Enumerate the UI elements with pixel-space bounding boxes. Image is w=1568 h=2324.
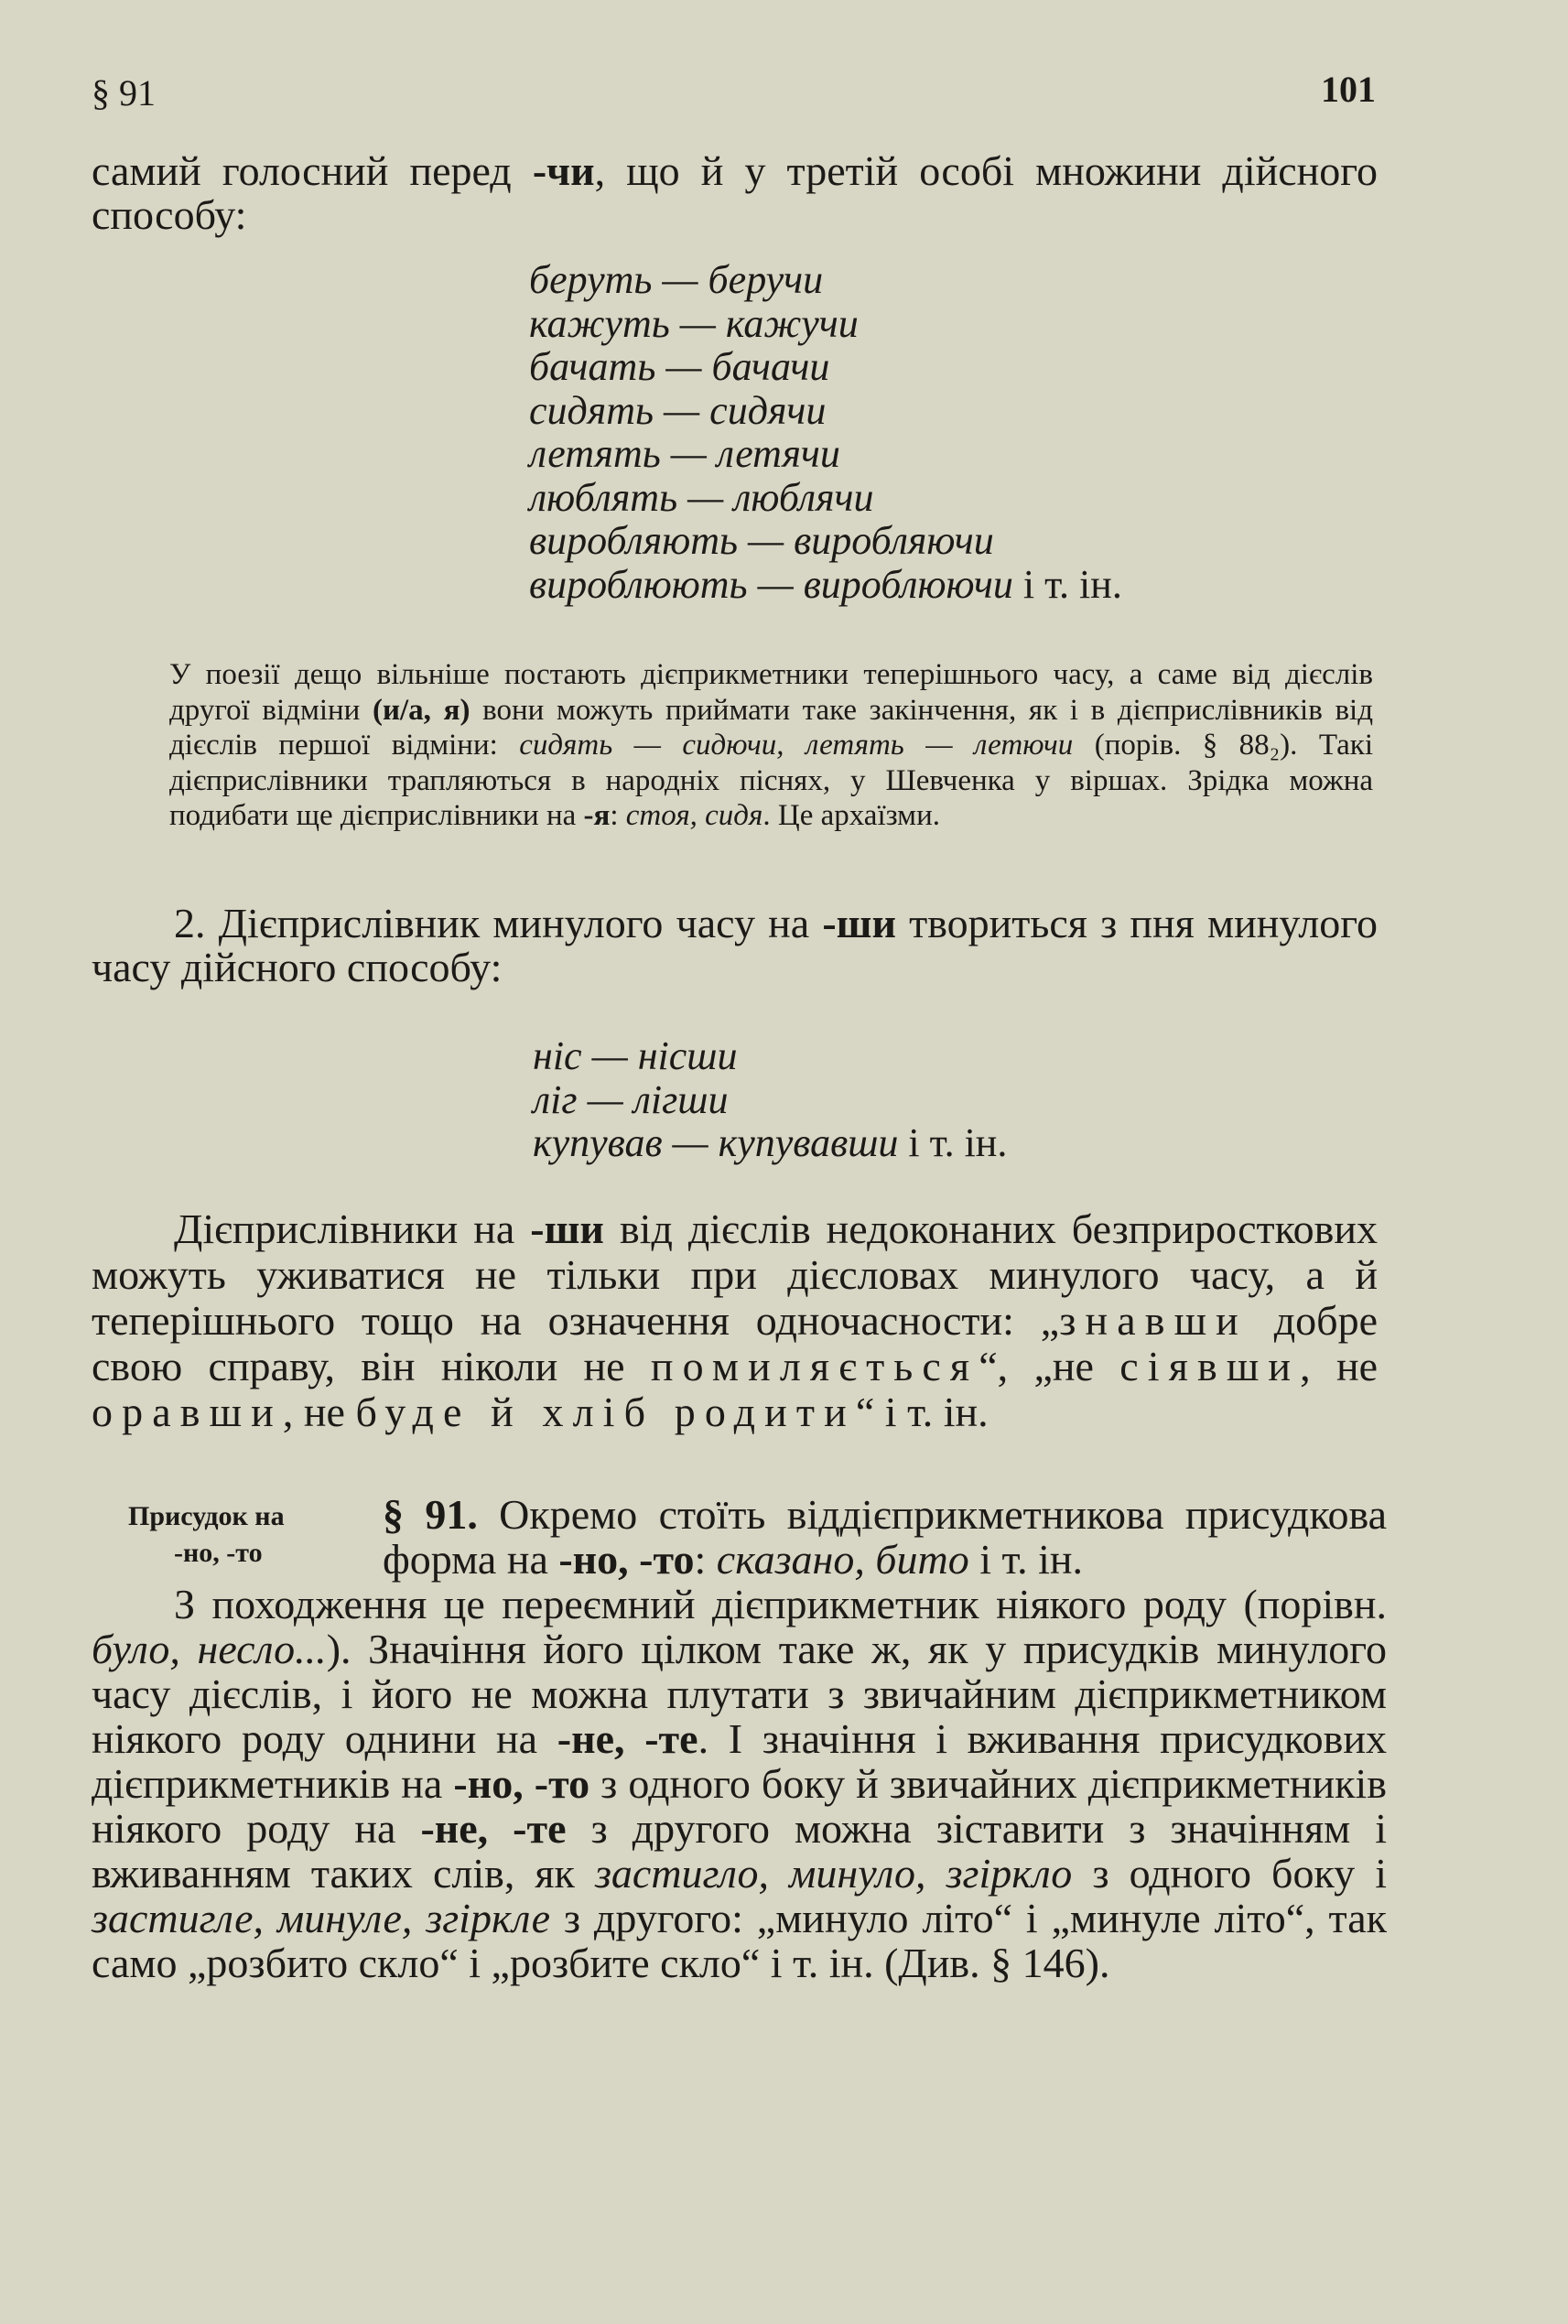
para-italic: було, несло... bbox=[92, 1626, 327, 1672]
margin-heading-line: -но, -то bbox=[174, 1538, 263, 1568]
para-text: ). Значіння його цілком таке ж, як у присудків минулого часу дієслів, і його не можна плутати з звичайним дієприкметником ніякого роду однини на bbox=[92, 1626, 1387, 1762]
section-mark: § 91 bbox=[92, 72, 156, 113]
note-text: : bbox=[610, 799, 626, 832]
para-bold: -но, -то bbox=[453, 1760, 590, 1807]
note-italic: стоя, сидя bbox=[625, 799, 763, 832]
para-text: “, „не bbox=[979, 1343, 1120, 1389]
example-row: бачать — бачачи bbox=[529, 344, 830, 389]
example-suffix: і т. ін. bbox=[1012, 561, 1122, 607]
intro-text-end: , що й у третій особі множини дійсного способу: bbox=[92, 147, 1378, 238]
intro-paragraph bbox=[92, 149, 1378, 237]
margin-heading-line: Присудок на bbox=[128, 1501, 285, 1531]
note-text: вони можуть приймати таке закінчення, як і в дієприслівників від дієслів першої відміни: bbox=[169, 693, 1373, 762]
note-text: . Це архаїзми. bbox=[762, 799, 940, 832]
spaced-quote: помиляється bbox=[650, 1343, 979, 1389]
spaced-quote: оравши bbox=[92, 1389, 283, 1435]
examples-present bbox=[529, 258, 1122, 606]
para-bold: -не, -те bbox=[420, 1805, 567, 1852]
example-row: виробляють — виробляючи bbox=[529, 518, 994, 563]
spaced-quote: сіявши bbox=[1119, 1343, 1301, 1389]
para-text: з другого: „минуло літо“ і „минуле літо“, так само „розбито скло“ і „розбите скло“ і т. ін. (Див. § 146). bbox=[92, 1895, 1387, 1986]
example-row: ніс — нісши bbox=[533, 1033, 738, 1078]
para2-bold: -ши bbox=[822, 900, 896, 946]
para-italic: сказано, бито bbox=[716, 1536, 969, 1583]
spaced-quote: буде й хліб родити bbox=[355, 1389, 856, 1435]
paragraph-91 bbox=[92, 1492, 1387, 1985]
example-row: беруть — беручи bbox=[529, 257, 824, 302]
para2-text: 2. Дієприслівник минулого часу на bbox=[174, 900, 823, 946]
intro-text: самий голосний перед bbox=[92, 147, 533, 194]
para-text: Окремо стоїть віддієприкметникова присудкова форма на bbox=[383, 1491, 1387, 1583]
para-italic: застигле, минуле, згіркле bbox=[92, 1895, 550, 1941]
note-italic: сидять — сидючи, летять — летючи bbox=[519, 729, 1074, 762]
page-header bbox=[92, 71, 1376, 126]
page-number: 101 bbox=[1321, 69, 1376, 110]
spaced-quote: знавши bbox=[1059, 1297, 1248, 1344]
para-text: З походження це переємний дієприкметник ніякого роду (порівн. bbox=[174, 1581, 1387, 1627]
note-bold: (и/а, я) bbox=[373, 693, 470, 727]
para-text: добре свою справу, він ніколи не bbox=[92, 1297, 1378, 1389]
example-row: ліг — лігши bbox=[533, 1076, 729, 1122]
para-bold: -но, -то bbox=[558, 1536, 695, 1583]
paragraph-sha bbox=[92, 1206, 1378, 1435]
example-row: купував — купувавши bbox=[533, 1120, 899, 1165]
note-text: У поезії дещо вільніше постають дієприкметники теперішнього часу, а саме від дієслів другої відміни bbox=[169, 658, 1373, 727]
footnote-block bbox=[169, 657, 1373, 834]
example-row: вироблюють — вироблюючи bbox=[529, 561, 1013, 607]
examples-past bbox=[533, 1034, 1007, 1165]
para-text: “ і т. ін. bbox=[855, 1389, 989, 1435]
example-row: кажуть — кажучи bbox=[529, 300, 859, 346]
para-bold: -не, -те bbox=[557, 1715, 698, 1762]
example-suffix: і т. ін. bbox=[898, 1120, 1008, 1165]
paragraph-2 bbox=[92, 902, 1378, 989]
para-italic: застигло, минуло, згіркло bbox=[594, 1850, 1073, 1897]
note-bold: -я bbox=[583, 799, 611, 832]
para-text: з другого можна зіставити з значінням і вживанням таких слів, як bbox=[92, 1805, 1387, 1897]
para2-text: твориться з пня минулого часу дійсного способу: bbox=[92, 900, 1378, 990]
para-text: від дієслів недоконаних безприросткових можуть уживатися не тільки при дієсловах минулого часу, а й теперішнього тощо на означення одночасности: „ bbox=[92, 1205, 1378, 1344]
intro-suffix: -чи bbox=[532, 147, 595, 194]
para-text: : bbox=[694, 1536, 717, 1583]
para-text: і т. ін. bbox=[968, 1536, 1084, 1583]
section-number: § 91. bbox=[383, 1491, 478, 1538]
example-row: сидять — сидячи bbox=[529, 387, 827, 433]
note-text: (порів. § 88₂). Такі дієприслівники трапляються в народніх піснях, у Шевченка у віршах. Зрідка можна подибати ще дієприслівники на bbox=[169, 729, 1374, 832]
para-text: , не bbox=[1300, 1343, 1378, 1389]
para-text: з одного боку і bbox=[1072, 1850, 1387, 1897]
para-text: з одного боку й звичайних дієприкметників ніякого роду на bbox=[92, 1760, 1387, 1852]
para-text: . І значіння і вживання присудкових дієприкметників на bbox=[92, 1715, 1388, 1807]
para-bold: -ши bbox=[530, 1205, 604, 1252]
para-text: Дієприслівники на bbox=[174, 1205, 531, 1252]
example-row: люблять — люблячи bbox=[529, 474, 874, 520]
example-row: летять — летячи bbox=[529, 431, 840, 476]
para-text: , не bbox=[282, 1389, 356, 1435]
